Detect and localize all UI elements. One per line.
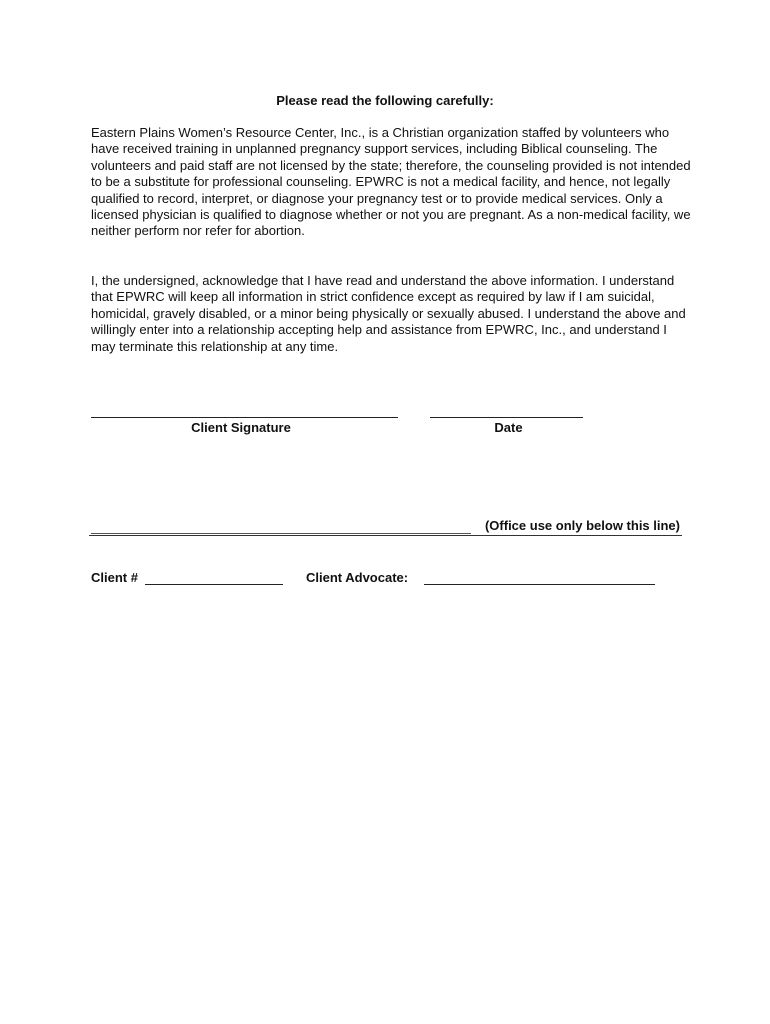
- client-signature-line[interactable]: [91, 403, 398, 418]
- office-use-note: (Office use only below this line): [484, 518, 680, 533]
- office-use-divider: [89, 535, 682, 536]
- office-note-underline: [91, 533, 471, 534]
- date-label: Date: [494, 420, 523, 435]
- client-number-line[interactable]: [145, 584, 283, 585]
- acknowledgment-paragraph: I, the undersigned, acknowledge that I have read and understand the above information. I understand that EPWRC will keep all information in strict confidence except as required by law if I am suicidal, homicidal, gravely disabled, or a minor being physically or sexually abused. I understand the above and willingly enter into a relationship accepting help and assistance from EPWRC, Inc., and understand I may terminate this relationship at any time.: [91, 273, 686, 354]
- disclaimer-paragraph: Eastern Plains Women’s Resource Center, Inc., is a Christian organization staffed by volunteers who have received training in unplanned pregnancy support services, including Biblical counseling. The volunteers and paid staff are not licensed by the state; therefore, the counseling provided is not intended to be a substitute for professional counseling. EPWRC is not a medical facility, and hence, not legally qualified to record, interpret, or diagnose your pregnancy test or to provide medical services. Only a licensed physician is qualified to diagnose whether or not you are pregnant. As a non-medical facility, we neither perform nor refer for abortion.: [91, 125, 691, 239]
- client-number-label: Client #: [91, 570, 138, 585]
- date-line[interactable]: [430, 403, 583, 418]
- client-advocate-line[interactable]: [424, 584, 655, 585]
- form-heading: Please read the following carefully:: [276, 93, 494, 108]
- client-signature-label: Client Signature: [191, 420, 291, 435]
- client-advocate-label: Client Advocate:: [306, 570, 409, 585]
